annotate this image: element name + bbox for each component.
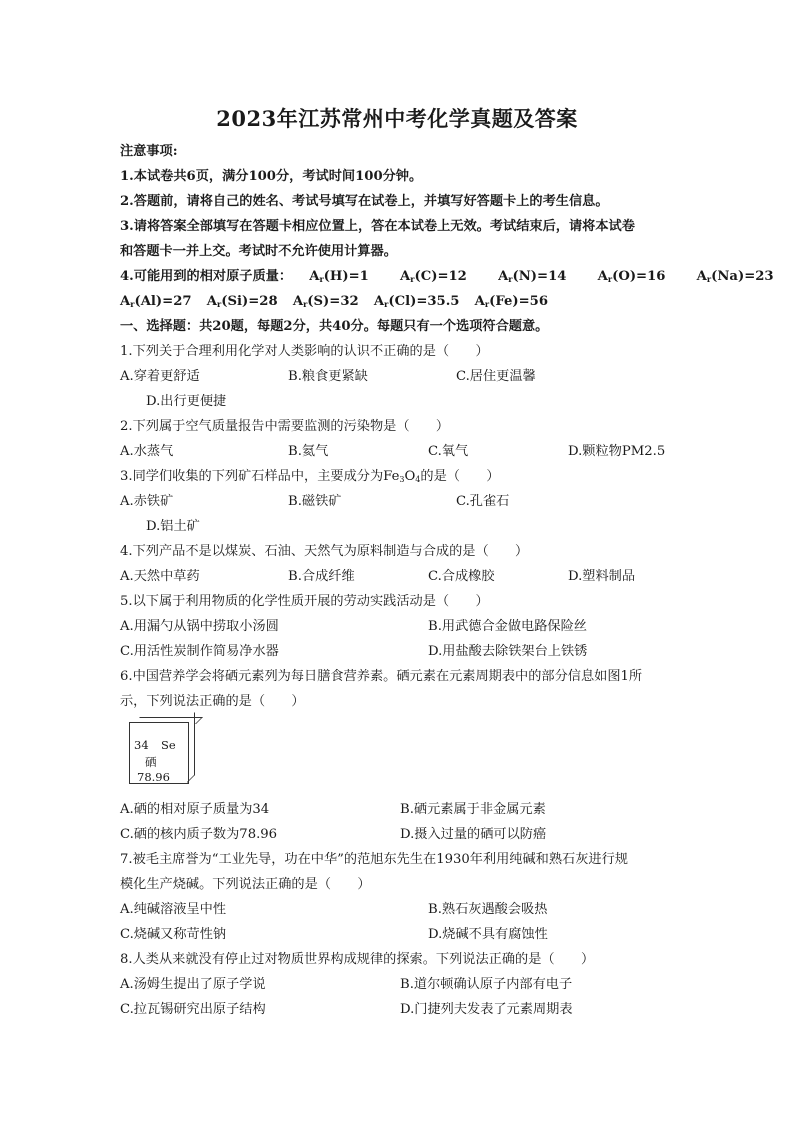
question-4-stem: 4.下列产品不是以煤炭、石油、天然气为原料制造与合成的是（ ） (120, 544, 529, 559)
question-2-option-c[interactable]: C.氧气 (428, 444, 469, 459)
notice-item-2: 2.答题前，请将自己的姓名、考试号填写在试卷上，并填写好答题卡上的考生信息。 (120, 194, 609, 209)
question-5-stem: 5.以下属于利用物质的化学性质开展的劳动实践活动是（ ） (120, 594, 489, 609)
element-atomic-mass: 78.96 (137, 770, 170, 784)
question-4-option-a[interactable]: A.天然中草药 (120, 569, 200, 584)
mass-na: $A_r(Na)=23$ (696, 269, 774, 284)
mass-n: $A_r(N)=14$ (498, 269, 567, 284)
question-7-option-a[interactable]: A.纯碱溶液呈中性 (120, 902, 227, 917)
notice-heading: 注意事项: (120, 144, 178, 159)
question-6-option-d[interactable]: D.摄入过量的硒可以防癌 (400, 827, 547, 842)
question-7-option-d[interactable]: D.烧碱不具有腐蚀性 (428, 927, 548, 942)
question-8-stem: 8.人类从来就没有停止过对物质世界构成规律的探索。下列说法正确的是（ ） (120, 952, 595, 967)
mass-al: $A_r(Al)=27$ (120, 294, 192, 309)
question-2-option-a[interactable]: A.水蒸气 (120, 444, 174, 459)
question-8-option-d[interactable]: D.门捷列夫发表了元素周期表 (400, 1002, 573, 1017)
mass-fe: $A_r(Fe)=56$ (474, 294, 549, 309)
question-7-stem-cont: 模化生产烧碱。下列说法正确的是（ ） (120, 877, 371, 892)
mass-o: $A_r(O)=16$ (597, 269, 666, 284)
question-6-option-b[interactable]: B.硒元素属于非金属元素 (400, 802, 546, 817)
element-name: 硒 (145, 755, 157, 769)
question-6-option-a[interactable]: A.硒的相对原子质量为34 (120, 802, 270, 817)
question-7-option-b[interactable]: B.熟石灰遇酸会吸热 (428, 902, 548, 917)
question-7-option-c[interactable]: C.烧碱又称苛性钠 (120, 927, 227, 942)
notice-item-4-label: 4.可能用到的相对原子质量： (120, 269, 293, 284)
section-heading: 一、选择题：共20题，每题2分，共40分。每题只有一个选项符合题意。 (120, 319, 549, 334)
question-3-stem: 3.同学们收集的下列矿石样品中，主要成分为$Fe_3O_4$的是（ ） (120, 469, 500, 484)
question-8-option-c[interactable]: C.拉瓦锡研究出原子结构 (120, 1002, 266, 1017)
question-5-option-b[interactable]: B.用武德合金做电路保险丝 (428, 619, 587, 634)
question-6-option-c[interactable]: C.硒的核内质子数为78.96 (120, 827, 278, 842)
element-card-side-face (187, 712, 195, 783)
question-3-option-c[interactable]: C.孔雀石 (456, 494, 510, 509)
question-6-stem-cont: 示，下列说法正确的是（ ） (120, 694, 305, 709)
mass-cl: $A_r(Cl)=35.5$ (373, 294, 460, 309)
question-1-option-c[interactable]: C.居住更温馨 (456, 369, 536, 384)
question-3-option-d[interactable]: D.铝土矿 (146, 519, 200, 534)
element-symbol: Se (161, 738, 176, 752)
question-5-option-d[interactable]: D.用盐酸去除铁架台上铁锈 (428, 644, 588, 659)
notice-item-1: 1.本试卷共6页，满分100分，考试时间100分钟。 (120, 169, 423, 184)
element-atomic-number: 34 (134, 738, 149, 752)
mass-h: $A_r(H)=1$ (309, 269, 369, 284)
notice-item-3: 3.请将答案全部填写在答题卡相应位置上，答在本试卷上无效。考试结束后，请将本试卷 (120, 219, 635, 234)
question-4-option-c[interactable]: C.合成橡胶 (428, 569, 495, 584)
mass-s: $A_r(S)=32$ (292, 294, 359, 309)
question-7-stem: 7.被毛主席誉为“工业先导，功在中华”的范旭东先生在1930年利用纯碱和熟石灰进行规 (120, 852, 628, 867)
question-8-option-a[interactable]: A.汤姆生提出了原子学说 (120, 977, 266, 992)
question-2-option-b[interactable]: B.氦气 (288, 444, 329, 459)
question-1-option-b[interactable]: B.粮食更紧缺 (288, 369, 368, 384)
page-title: 2023年江苏常州中考化学真题及答案 (216, 106, 578, 131)
mass-si: $A_r(Si)=28$ (206, 294, 278, 309)
question-3-option-b[interactable]: B.磁铁矿 (288, 494, 342, 509)
question-2-option-d[interactable]: D.颗粒物PM2.5 (568, 444, 666, 459)
notice-item-4-cont (120, 293, 548, 313)
question-3-option-a[interactable]: A.赤铁矿 (120, 494, 174, 509)
question-5-option-c[interactable]: C.用活性炭制作简易净水器 (120, 644, 279, 659)
question-5-option-a[interactable]: A.用漏勺从锅中捞取小汤圆 (120, 619, 279, 634)
mass-c: $A_r(C)=12$ (400, 269, 467, 284)
question-1-option-d[interactable]: D.出行更便捷 (146, 394, 227, 409)
question-1-option-a[interactable]: A.穿着更舒适 (120, 369, 200, 384)
question-1-stem: 1.下列关于合理利用化学对人类影响的认识不正确的是（ ） (120, 344, 489, 359)
question-4-option-d[interactable]: D.塑料制品 (568, 569, 636, 584)
question-8-option-b[interactable]: B.道尔顿确认原子内部有电子 (400, 977, 573, 992)
question-2-stem: 2.下列属于空气质量报告中需要监测的污染物是（ ） (120, 419, 450, 434)
question-6-stem: 6.中国营养学会将硒元素列为每日膳食营养素。硒元素在元素周期表中的部分信息如图1所 (120, 669, 643, 684)
notice-item-4 (120, 268, 774, 288)
notice-item-3-cont: 和答题卡一并上交。考试时不允许使用计算器。 (120, 244, 397, 259)
question-4-option-b[interactable]: B.合成纤维 (288, 569, 355, 584)
